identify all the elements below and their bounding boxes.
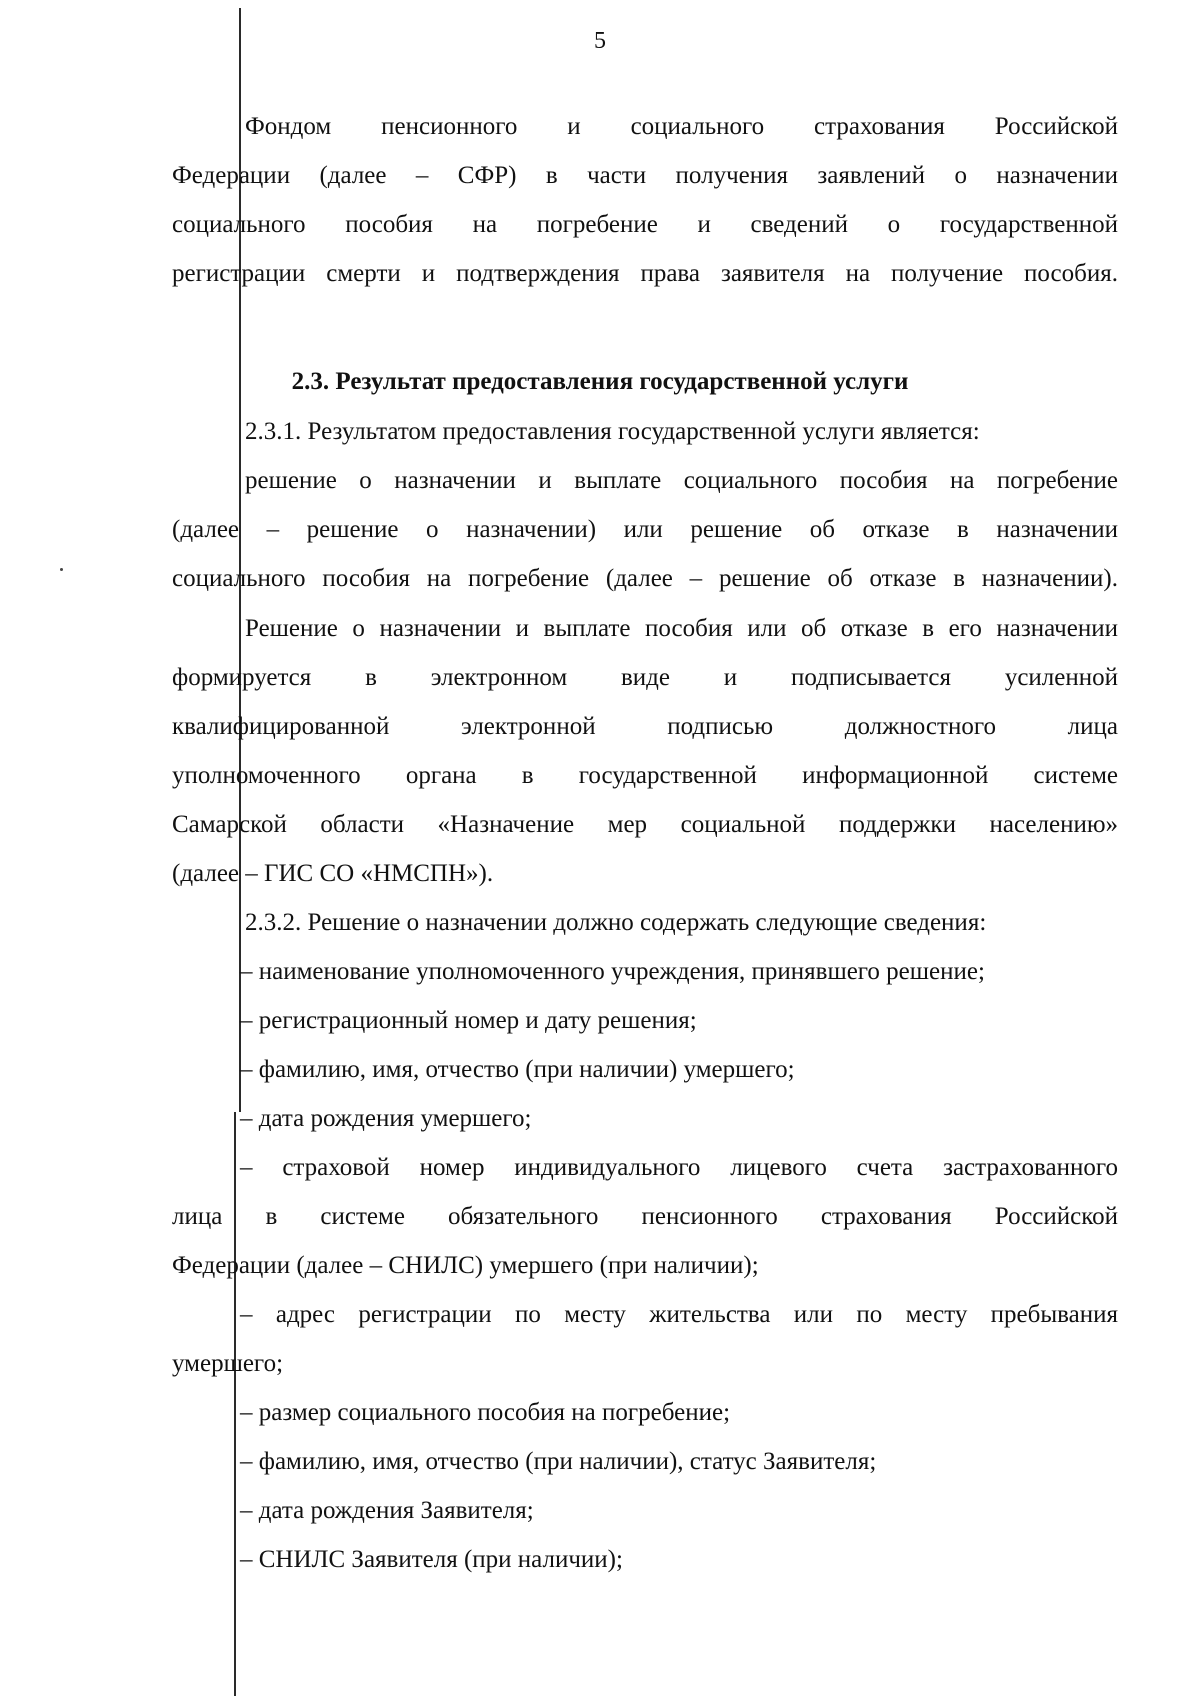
list-item: – адрес регистрации по месту жительства или по месту пребывания	[240, 1301, 1118, 1328]
paragraph-line: социального пособия на погребение и сведений о государственной	[172, 211, 1118, 238]
list-item: – дата рождения Заявителя;	[240, 1497, 534, 1524]
page-number: 5	[594, 28, 606, 54]
paragraph-line: решение о назначении и выплате социального пособия на погребение	[245, 467, 1118, 494]
paragraph-line: (далее – решение о назначении) или решение об отказе в назначении	[172, 516, 1118, 543]
clause-2-3-2: 2.3.2. Решение о назначении должно содержать следующие сведения:	[245, 909, 987, 936]
paragraph-line: формируется в электронном виде и подписывается усиленной	[172, 664, 1118, 691]
list-item: – СНИЛС Заявителя (при наличии);	[240, 1546, 623, 1573]
list-item: – наименование уполномоченного учреждения, принявшего решение;	[240, 958, 985, 985]
paragraph-line: Самарской области «Назначение мер социальной поддержки населению»	[172, 811, 1118, 838]
list-item: – размер социального пособия на погребение;	[240, 1399, 731, 1426]
list-item: – регистрационный номер и дату решения;	[240, 1007, 697, 1034]
paragraph-line: Решение о назначении и выплате пособия или об отказе в его назначении	[245, 615, 1118, 642]
section-heading: 2.3. Результат предоставления государственной услуги	[291, 368, 909, 395]
scan-artifact-line	[234, 1112, 236, 1696]
clause-2-3-1: 2.3.1. Результатом предоставления государственной услуги является:	[245, 418, 980, 445]
list-item-continuation: лица в системе обязательного пенсионного страхования Российской	[172, 1203, 1118, 1230]
paragraph-line: уполномоченного органа в государственной информационной системе	[172, 762, 1118, 789]
list-item: – фамилию, имя, отчество (при наличии) умершего;	[240, 1056, 795, 1083]
paragraph-line: Федерации (далее – СФР) в части получения заявлений о назначении	[172, 162, 1118, 189]
paragraph-line: регистрации смерти и подтверждения права заявителя на получение пособия.	[172, 260, 1118, 287]
paragraph-line: социального пособия на погребение (далее – решение об отказе в назначении).	[172, 565, 1118, 592]
paragraph-line: (далее – ГИС СО «НМСПН»).	[172, 860, 494, 887]
paragraph-line: квалифицированной электронной подписью должностного лица	[172, 713, 1118, 740]
list-item-continuation: Федерации (далее – СНИЛС) умершего (при наличии);	[172, 1252, 759, 1279]
list-item-continuation: умершего;	[172, 1350, 284, 1377]
paragraph-line: Фондом пенсионного и социального страхования Российской	[245, 113, 1118, 140]
scan-speck	[60, 568, 63, 571]
list-item: – дата рождения умершего;	[240, 1105, 532, 1132]
list-item: – страховой номер индивидуального лицевого счета застрахованного	[240, 1154, 1118, 1181]
list-item: – фамилию, имя, отчество (при наличии), статус Заявителя;	[240, 1448, 877, 1475]
